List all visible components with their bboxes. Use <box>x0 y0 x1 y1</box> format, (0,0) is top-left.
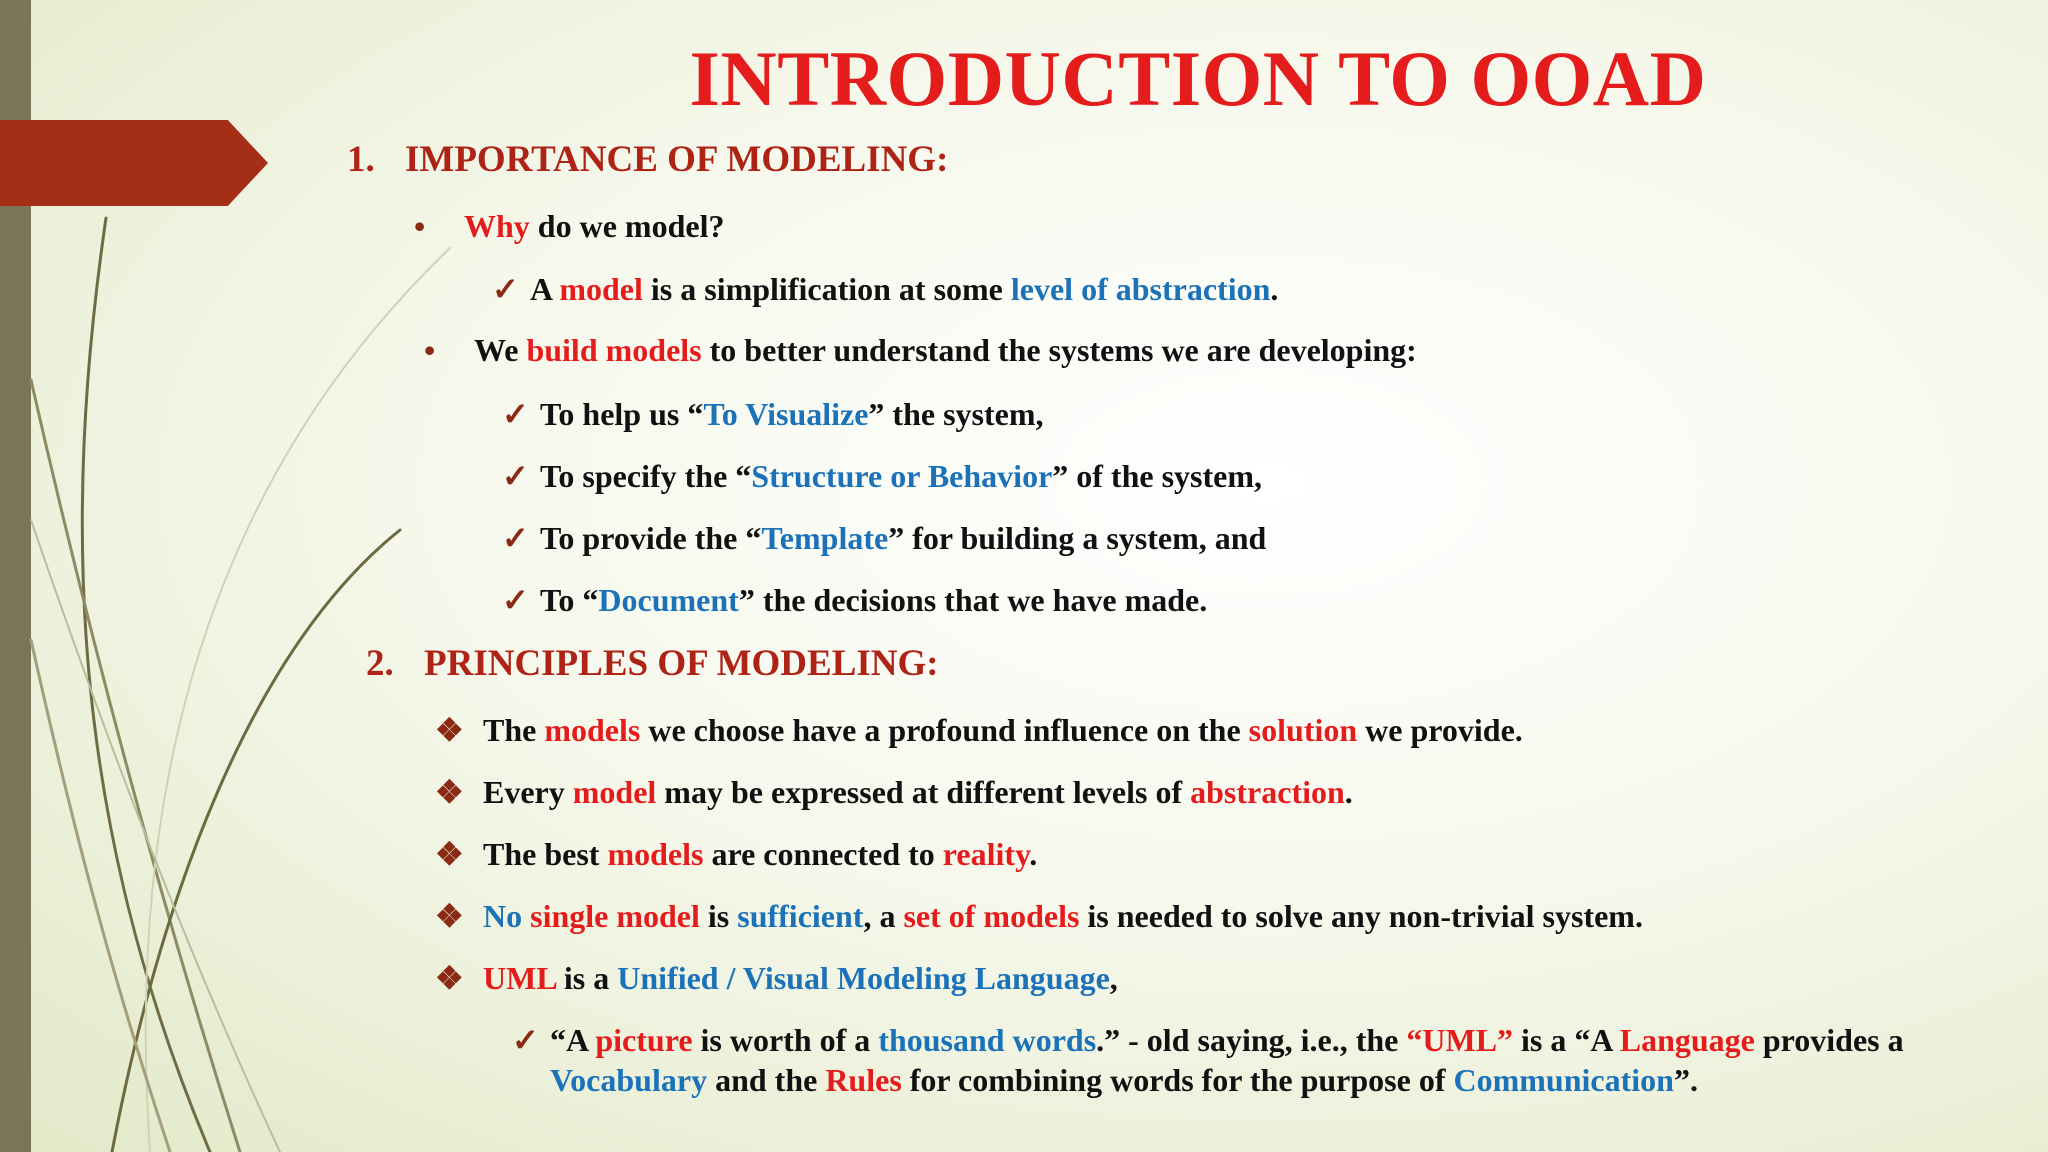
check-icon: ✓ <box>502 520 529 556</box>
check-icon: ✓ <box>492 271 519 307</box>
curve-4 <box>146 248 450 1152</box>
principle-connected-to-reality: ❖ The best models are connected to reality. <box>435 836 1038 872</box>
bullet-icon: • <box>414 208 426 244</box>
check-icon: ✓ <box>512 1022 539 1058</box>
check-document: ✓ To “Document” the decisions that we have made. <box>502 582 1208 618</box>
diamond-bullet-icon: ❖ <box>435 712 464 748</box>
bullet-icon: • <box>424 332 436 368</box>
section-number: 1. <box>347 139 375 180</box>
principle-uml: ❖ UML is a Unified / Visual Modeling Language, <box>435 960 1118 996</box>
diamond-bullet-icon: ❖ <box>435 898 464 934</box>
check-icon: ✓ <box>502 396 529 432</box>
principle-models-influence: ❖ The models we choose have a profound influence on the solution we provide. <box>435 712 1523 748</box>
bullet-why: • Why do we model? <box>414 208 725 244</box>
section-1-heading <box>347 138 948 181</box>
check-icon: ✓ <box>502 458 529 494</box>
diamond-bullet-icon: ❖ <box>435 960 464 996</box>
diamond-bullet-icon: ❖ <box>435 774 464 810</box>
bullet-build-models: • We build models to better understand the systems we are developing: <box>424 332 1417 368</box>
check-visualize: ✓ To help us “To Visualize” the system, <box>502 396 1044 432</box>
diamond-bullet-icon: ❖ <box>435 836 464 872</box>
check-template: ✓ To provide the “Template” for building a system, and <box>502 520 1267 556</box>
section-title: PRINCIPLES OF MODELING: <box>424 643 939 684</box>
arrow-banner <box>0 120 268 206</box>
check-specify: ✓ To specify the “Structure or Behavior” of the system, <box>502 458 1262 494</box>
check-model-definition: ✓ A model is a simplification at some level of abstraction. <box>492 271 1279 307</box>
curve-3 <box>112 530 400 1152</box>
curve-2 <box>31 380 240 1152</box>
principle-set-of-models: ❖ No single model is sufficient, a set of models is needed to solve any non-trivial system. <box>435 898 1643 934</box>
section-number: 2. <box>366 643 394 684</box>
check-icon: ✓ <box>502 582 529 618</box>
slide-title: INTRODUCTION TO OOAD <box>689 35 1707 122</box>
check-uml-quote-line-1: ✓ “A picture is worth of a thousand words.” - old saying, i.e., the “UML” is a “A Language provides a <box>512 1022 1904 1058</box>
curve-6 <box>31 520 280 1152</box>
uml-quote-line-2: Vocabulary and the Rules for combining words for the purpose of Communication”. <box>550 1062 1698 1098</box>
section-title: IMPORTANCE OF MODELING: <box>405 139 949 180</box>
principle-levels-of-abstraction: ❖ Every model may be expressed at different levels of abstraction. <box>435 774 1353 810</box>
section-2-heading <box>366 642 939 685</box>
